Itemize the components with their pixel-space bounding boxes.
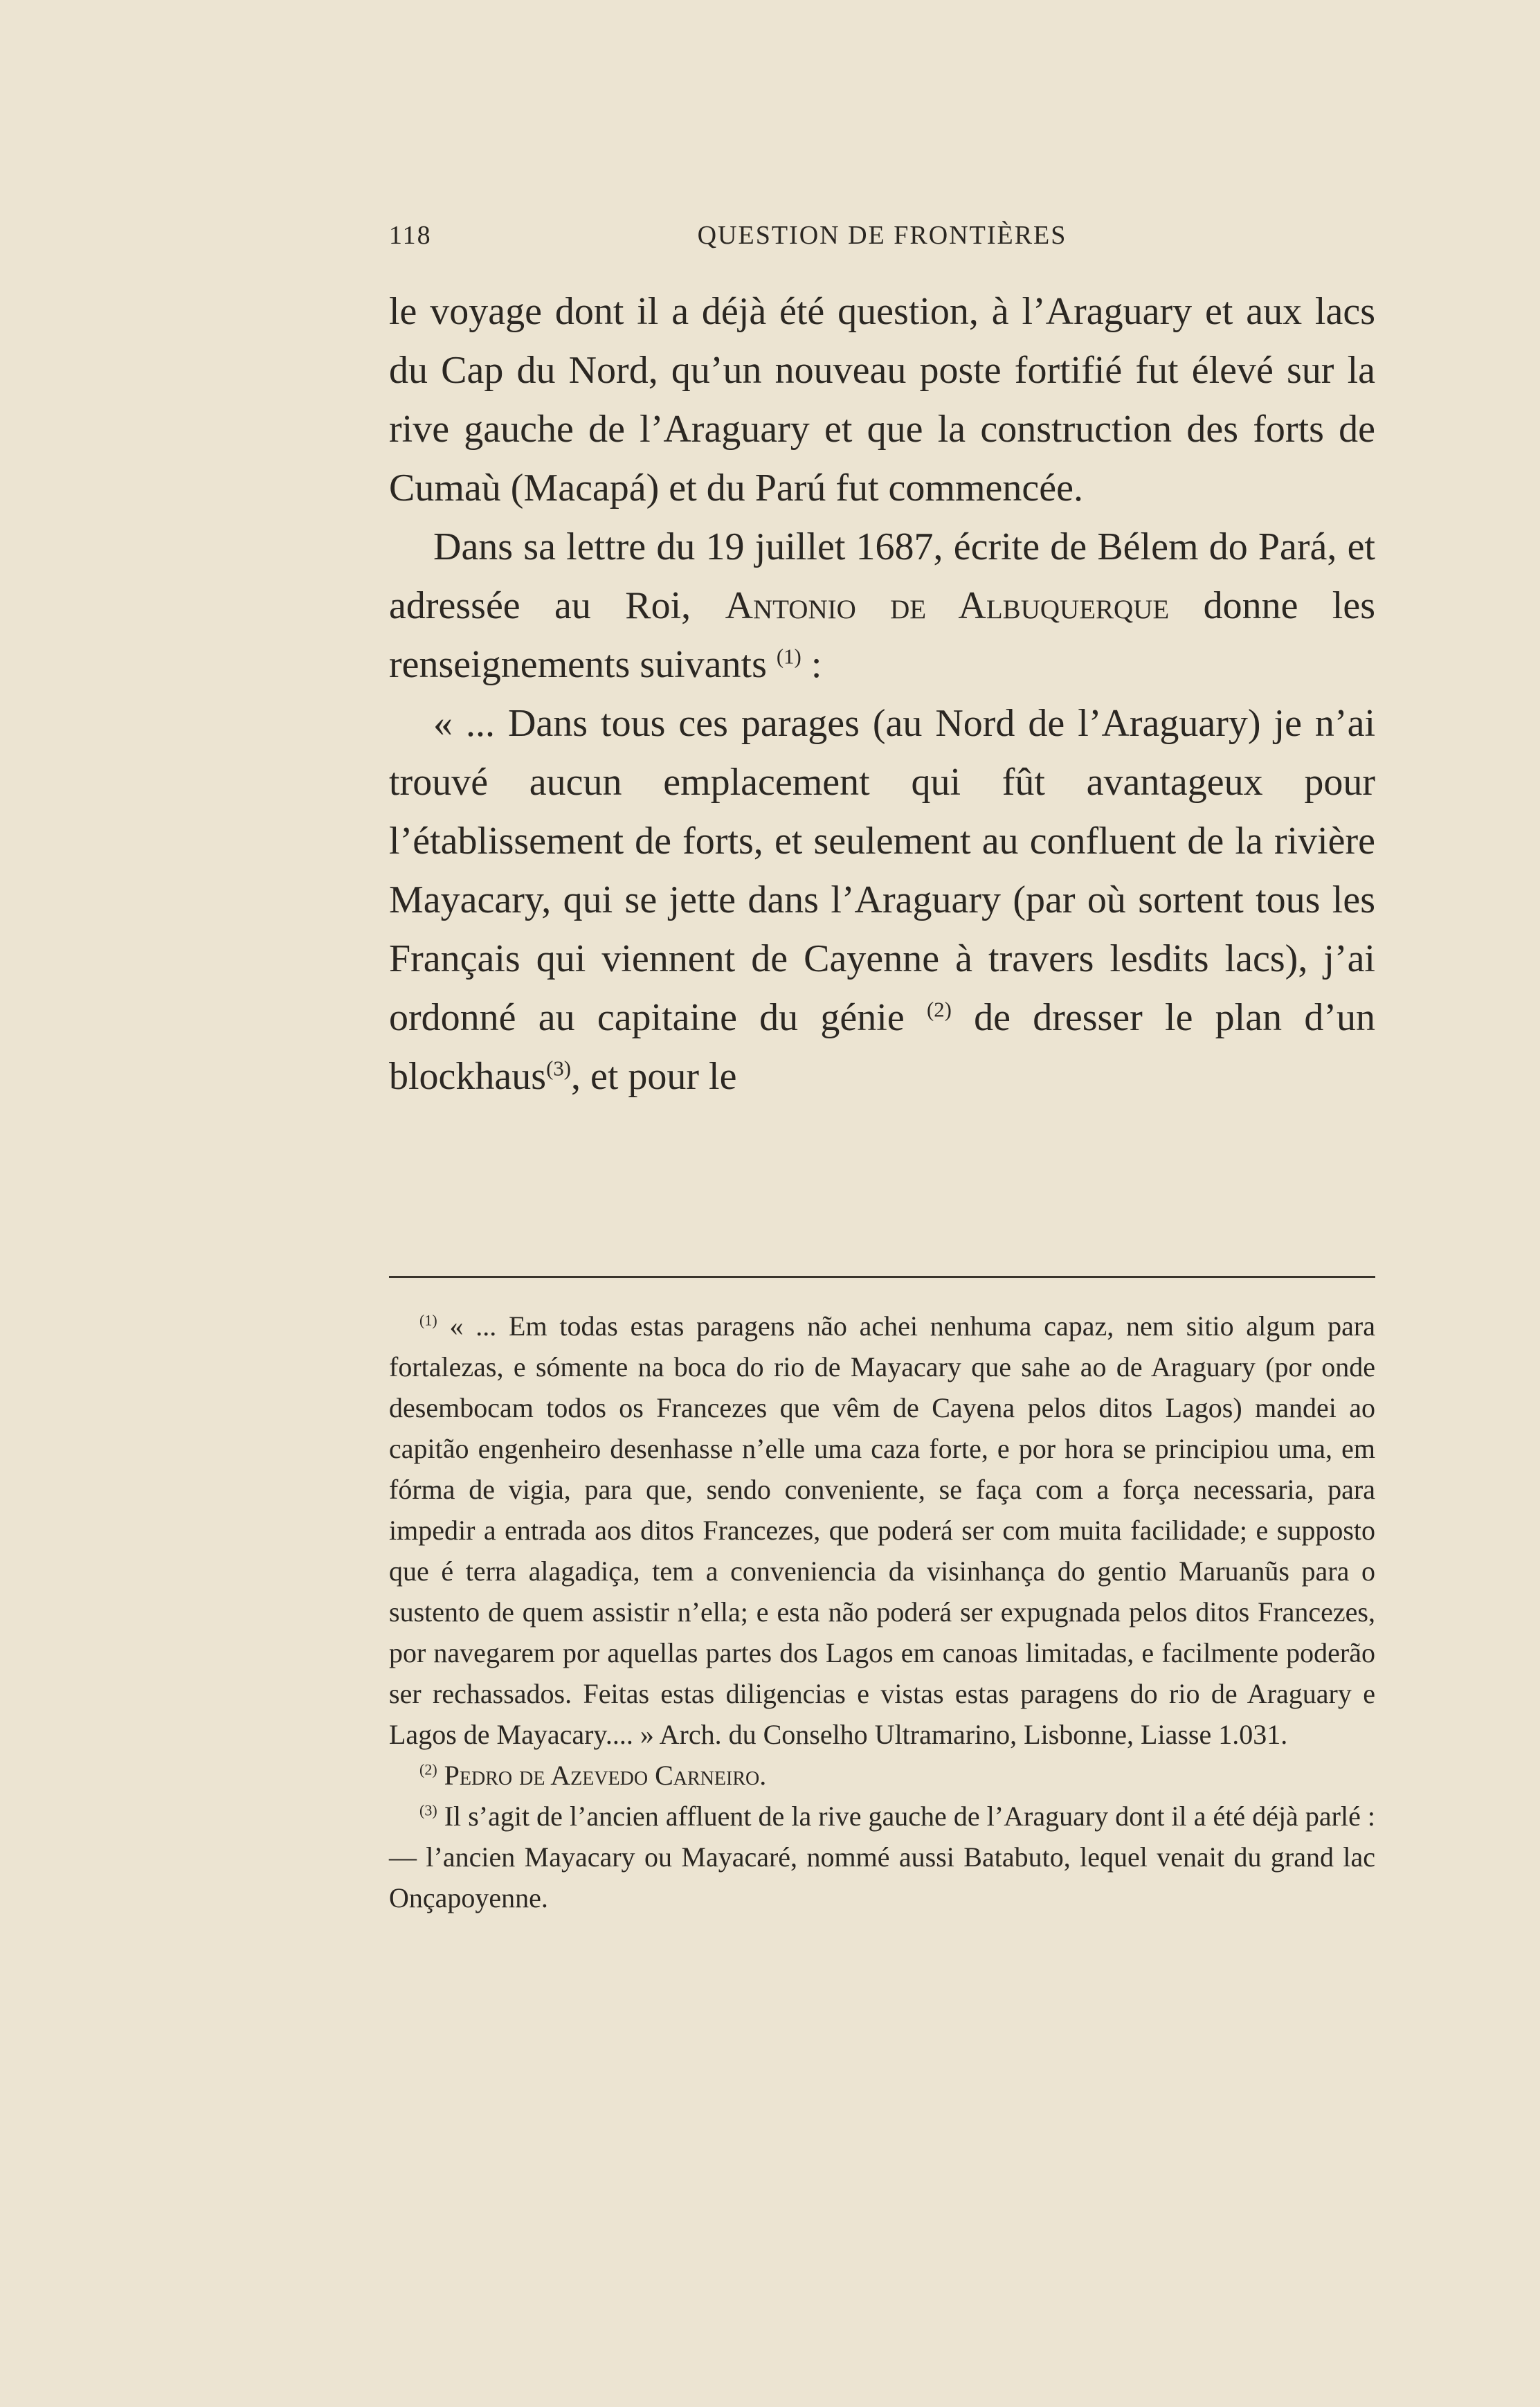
paragraph-text: donne les renseignements suivants	[389, 584, 1376, 686]
footnote-ref: (3)	[546, 1056, 571, 1081]
footnote-mark: (3)	[419, 1801, 437, 1819]
page-number: 118	[389, 221, 432, 250]
footnote-mark: (1)	[419, 1311, 437, 1329]
footnote-2	[389, 1755, 1375, 1796]
running-head	[389, 220, 1375, 262]
footnote-ref: (2)	[926, 998, 952, 1022]
footnote-divider	[389, 1276, 1375, 1278]
main-text	[389, 282, 1375, 1106]
footnote-text: Pedro de Azevedo Carneiro.	[444, 1760, 767, 1791]
paragraph-letter-intro	[389, 518, 1375, 694]
footnote-ref: (1)	[776, 644, 801, 669]
paragraph-text: :	[801, 643, 822, 686]
paragraph-text: , et pour le	[570, 1055, 737, 1098]
footnote-text: « ... Em todas estas paragens não achei nenhuma capaz, nem sitio algum para fortalezas, e sómente na boca do rio de Mayacary que sahe ao de Araguary (por onde desembocam todos os Francezes que vêm de Cayena pelos ditos Lagos) mandei ao capitão engenheiro desenhasse n’elle uma caza forte, e por hora se principiou uma, em fórma de vigia, para que, sendo conveniente, se faça com a força necessaria, para impedir a entrada aos ditos Francezes, que poderá ser com muita facilidade; e supposto que é terra alagadiça, tem a conveniencia da visinhança do gentio Maruanũs para o sustento de quem assistir n’ella; e esta não poderá ser expugnada pelos ditos Francezes, por navegarem por aquellas partes dos Lagos em canoas limitadas, e facilmente poderão ser rechassados. Feitas estas diligencias e vistas estas paragens do rio de Araguary e Lagos de Mayacary.... » Arch. du Conselho Ultramarino, Lisbonne, Liasse 1.031.	[389, 1310, 1375, 1750]
paragraph-text: Dans sa lettre du 19 juillet 1687, écrite de Bélem do Pará, et adressée au Roi,	[389, 525, 1375, 627]
footnote-1	[389, 1306, 1375, 1755]
footnote-mark: (2)	[419, 1760, 437, 1778]
paragraph-quotation	[389, 694, 1375, 1106]
paragraph-text: « ... Dans tous ces parages (au Nord de l’Araguary) je n’ai trouvé aucun emplacement qui fût avantageux pour l’établissement de forts, et seulement au confluent de la rivière Mayacary, qui se jette dans l’Araguary (par où sortent tous les Français qui viennent de Cayenne à travers lesdits lacs), j’ai ordonné au capitaine du génie	[389, 702, 1375, 1039]
running-title: QUESTION DE FRONTIÈRES	[697, 221, 1067, 250]
footnote-text: Il s’agit de l’ancien affluent de la rive gauche de l’Araguary dont il a été déjà parlé : — l’ancien Mayacary ou Mayacaré, nommé aussi Batabuto, lequel venait du grand lac Onçapoyenne.	[389, 1801, 1375, 1913]
footnotes	[389, 1306, 1375, 1918]
paragraph-continuation: le voyage dont il a déjà été question, à l’Araguary et aux lacs du Cap du Nord, qu’un nouveau poste fortifié fut élevé sur la rive gauche de l’Araguary et que la construction des forts de Cumaù (Macapá) et du Parú fut commencée.	[389, 290, 1375, 510]
paragraph-text: de dresser le plan d’un blockhaus	[389, 996, 1375, 1098]
person-name: Antonio de Albuquerque	[725, 584, 1170, 627]
footnote-3	[389, 1796, 1375, 1918]
